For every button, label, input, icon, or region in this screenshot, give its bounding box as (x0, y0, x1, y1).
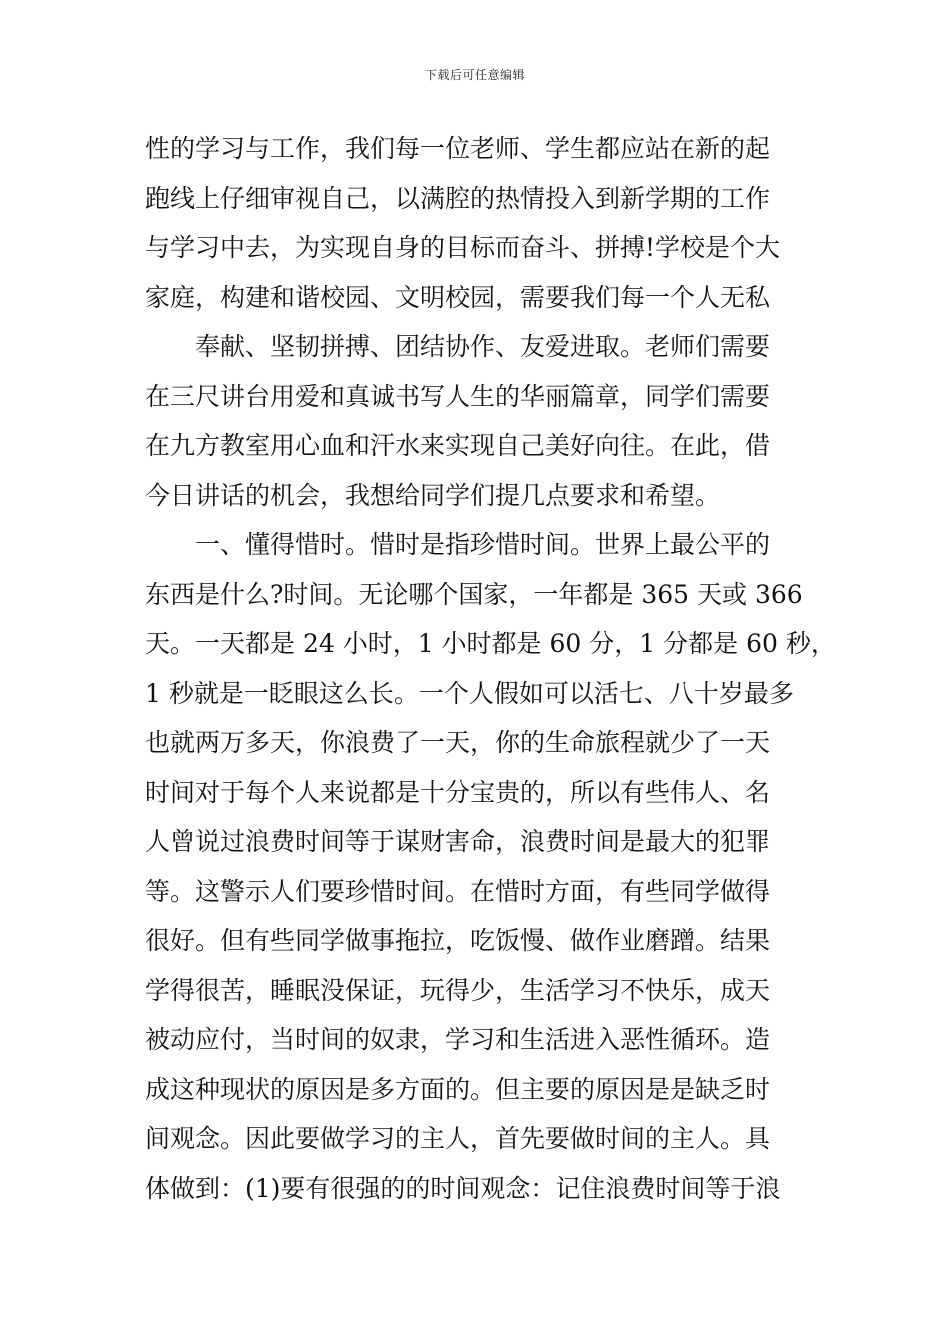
text-line: 很好。但有些同学做事拖拉，吃饭慢、做作业磨蹭。结果 (145, 926, 771, 955)
text-line: 在九方教室用心血和汗水来实现自己美好向往。在此，借 (145, 431, 771, 460)
text-line: 学得很苦，睡眠没保证，玩得少，生活学习不快乐，成天 (145, 975, 771, 1005)
text-line: 今日讲话的机会，我想给同学们提几点要求和希望。 (145, 480, 721, 510)
paragraph-start-line: 奉献、坚韧拼搏、团结协作、友爱进取。老师们需要 (195, 332, 771, 361)
text-line: 1 秒就是一眨眼这么长。一个人假如可以活七、八十岁最多 (145, 678, 794, 708)
text-line: 体做到：(1)要有很强的的时间观念：记住浪费时间等于浪 (145, 1173, 781, 1203)
text-line: 跑线上仔细审视自己，以满腔的热情投入到新学期的工作 (145, 183, 771, 213)
text-line: 等。这警示人们要珍惜时间。在惜时方面，有些同学做得 (145, 876, 771, 906)
text-line: 间观念。因此要做学习的主人，首先要做时间的主人。具 (145, 1124, 771, 1153)
paragraph-start-line: 一、懂得惜时。惜时是指珍惜时间。世界上最公平的 (195, 530, 771, 559)
page-header: 下载后可任意编辑 (424, 68, 525, 82)
text-line: 也就两万多天，你浪费了一天，你的生命旅程就少了一天 (145, 728, 771, 757)
text-line: 时间对于每个人来说都是十分宝贵的，所以有些伟人、名 (145, 777, 771, 807)
text-line: 人曾说过浪费时间等于谋财害命，浪费时间是最大的犯罪 (145, 827, 771, 856)
text-line: 东西是什么?时间。无论哪个国家，一年都是 365 天或 366 (145, 579, 803, 609)
text-line: 性的学习与工作，我们每一位老师、学生都应站在新的起 (145, 134, 771, 163)
text-line: 被动应付，当时间的奴隶，学习和生活进入恶性循环。造 (145, 1025, 771, 1054)
body-text (145, 124, 836, 1213)
text-line: 在三尺讲台用爱和真诚书写人生的华丽篇章，同学们需要 (145, 381, 771, 411)
text-line: 家庭，构建和谐校园、文明校园，需要我们每一个人无私 (145, 282, 771, 312)
text-line: 天。一天都是 24 小时，1 小时都是 60 分，1 分都是 60 秒， (145, 629, 836, 658)
text-line: 成这种现状的原因是多方面的。但主要的原因是是缺乏时 (145, 1074, 771, 1104)
text-line: 与学习中去，为实现自身的目标而奋斗、拼搏!学校是个大 (145, 233, 781, 262)
